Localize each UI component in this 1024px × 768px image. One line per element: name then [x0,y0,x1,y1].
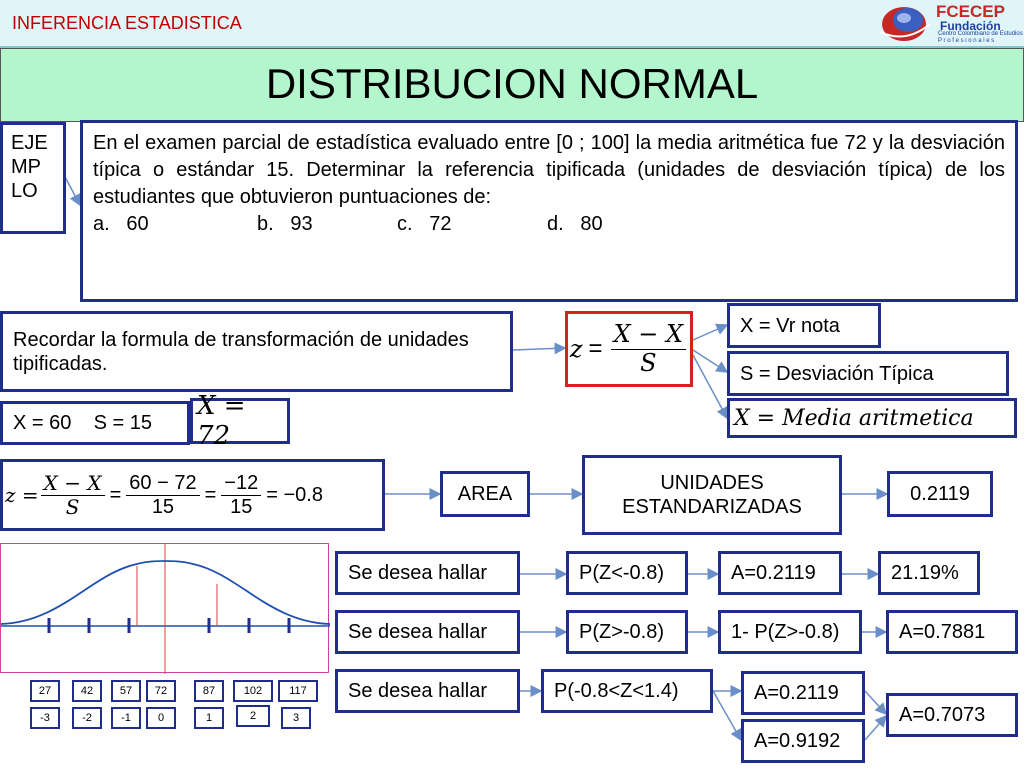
problem-box [80,120,1018,302]
formula-box [565,311,693,387]
row3-step-b: A=0.9192 [754,730,841,752]
area-value: 0.2119 [910,483,970,505]
scale-z-cell: 2 [236,705,270,727]
normal-curve-figure [0,543,329,673]
area-label-box [440,471,530,517]
scale-x-cell: 57 [111,680,141,702]
logo-line2: P r o f e s i o n a l e s [938,38,995,44]
row1-step: A=0.2119 [731,562,816,584]
calc-f1-den: S [65,494,80,519]
def-s: S = Desviación Típica [740,362,934,385]
formula-numerator: X − X [611,322,687,349]
row1-ask: Se desea hallar [348,562,487,584]
row2-step: 1- P(Z>-0.8) [731,621,840,643]
scale-x-cell: 42 [72,680,102,702]
given-mean-box [190,391,290,451]
row3-step-b-box [741,719,865,763]
scale-z-cell: 0 [146,707,176,729]
row1-result: 21.19% [891,562,959,584]
scale-x-cell: 27 [30,680,60,702]
def-mean-box [727,398,1017,438]
calc-f2-den: 15 [151,495,175,518]
calculation-box: z = $\frac{X - X}{S}$ = $\frac{60 - 72}{15}$ = $\frac{-12}{15}$ = −0.8 [0,459,385,531]
example-label-line: LO [11,180,38,202]
logo-name: FCECEP [936,2,1005,21]
units-label-box [582,455,842,535]
given-values: X = 60 S = 15 [13,412,152,434]
logo-sub: Fundación [940,19,1001,33]
reminder-box [0,311,513,392]
row2-result-box [886,610,1018,654]
page-title: DISTRIBUCION NORMAL [265,60,759,107]
scale-x-cell: 102 [233,680,273,702]
formula-z: z [569,335,583,363]
area-value-box [887,471,993,517]
scale-z-cell: -2 [72,707,102,729]
scale-z-cell: 3 [281,707,311,729]
normal-curve [1,544,330,674]
logo-line1: Centro Colombiano de Estudios [938,31,1023,37]
scale-x-cell: 117 [278,680,318,702]
def-x-box [727,303,881,348]
given-values-box [0,401,190,445]
row3-result-box [886,693,1018,737]
row1-prob-box [566,551,688,595]
row3-prob-box [541,669,713,713]
def-s-box [727,351,1009,396]
problem-options [93,211,1005,238]
example-label-line: MP [11,156,41,178]
row2-ask: Se desea hallar [348,621,487,643]
scale-z-cell: 1 [194,707,224,729]
row1-result-box [878,551,980,595]
row2-step-box [718,610,862,654]
row3-ask-box [335,669,520,713]
def-mean: X = Media aritmetica [734,405,974,431]
example-label-line: EJE [11,132,48,154]
row1-ask-box [335,551,520,595]
area-label: AREA [457,483,513,505]
row3-ask: Se desea hallar [348,680,487,702]
row2-result: A=0.7881 [899,621,986,643]
scale-x-cell: 87 [194,680,224,702]
def-x: X = Vr nota [740,314,840,337]
row3-result: A=0.7073 [899,704,986,726]
calc-f3-den: 15 [230,495,253,518]
row2-prob: P(Z>-0.8) [579,621,665,643]
row2-ask-box [335,610,520,654]
calc-f2-num: 60 − 72 [126,473,199,496]
scale-z-cell: -3 [30,707,60,729]
given-mean: X = 72 [197,391,246,451]
row1-step-box [718,551,842,595]
calc-z: z = [5,483,39,507]
calc-f3-num: −12 [221,473,261,496]
row2-prob-box [566,610,688,654]
option-b: b. 93 [257,213,313,235]
option-c: c. 72 [397,213,452,235]
calc-f1-num: X − X [41,473,105,496]
scale-z-cell: -1 [111,707,141,729]
reminder-text: Recordar la formula de transformación de unidades tipificadas. [13,328,469,375]
option-d: d. 80 [547,213,603,235]
formula-eq: = [588,335,603,362]
calc-result: = −0.8 [266,483,323,506]
option-a: a. 60 [93,213,149,235]
course-title: INFERENCIA ESTADISTICA [12,13,242,33]
row3-step-a-box [741,671,865,715]
formula-denominator: S [640,348,657,377]
example-label [0,122,66,234]
row1-prob: P(Z<-0.8) [579,562,665,584]
units-label: UNIDADES ESTANDARIZADAS [622,472,802,518]
problem-text: En el examen parcial de estadística evaluado entre [0 ; 100] la media aritmética fue 72 y la desviación típica o estándar 15. Determinar la referencia tipificada (unidades de desviación típica) de los estudiantes que obtuvieron puntuaciones de: [93,132,1005,208]
scale-x-cell: 72 [146,680,176,702]
row3-step-a: A=0.2119 [754,682,839,704]
row3-prob: P(-0.8<Z<1.4) [554,680,679,702]
